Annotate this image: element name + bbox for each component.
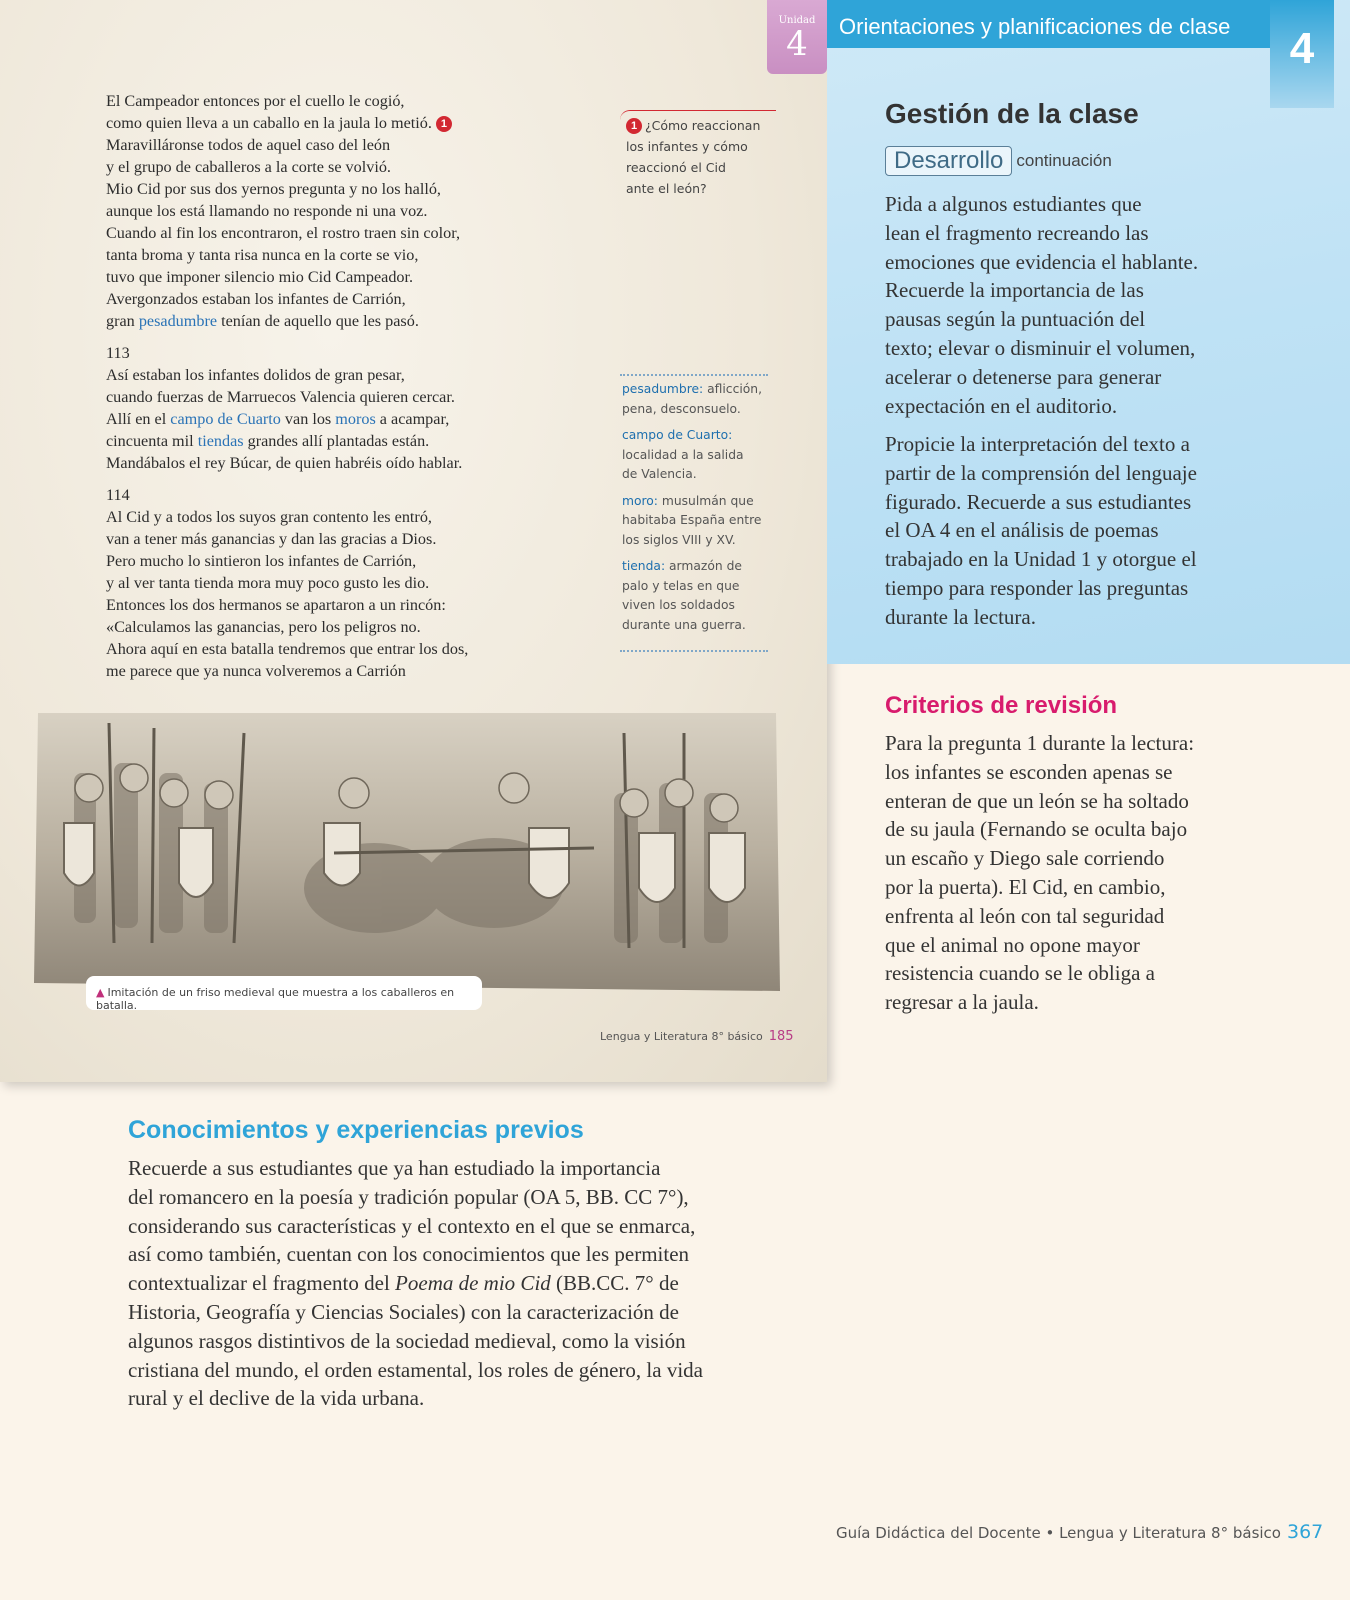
criterios-heading: Criterios de revisión [885,692,1118,719]
triangle-up-icon: ▲ [96,986,105,999]
criterios-paragraph: Para la pregunta 1 durante la lectura: los infantes se esconden apenas se enteran de que un león se ha soltado de su jaula (Fernando se oculta bajo un escaño y Diego sale corriendo por la puerta). El Cid, en cambio, enfrenta al león con tal seguridad que el animal no opone mayor resistencia cuando se le obliga a regresar a la jaula. [885,731,1195,1015]
section-number: 4 [1270,0,1334,108]
student-page-footer: Lengua y Literatura 8° básico 185 [600,1029,794,1044]
phase-label [885,146,1245,176]
question-line: reaccionó el Cid [626,160,726,175]
poem-line: tuvo que imponer silencio mio Cid Campeador. [106,268,414,286]
poem-line: y el grupo de caballeros a la corte se volvió. [106,158,391,176]
glossary-entry: pesadumbre: aflicción, pena, desconsuelo. [622,382,762,416]
phase-note: continuación [1016,151,1112,170]
poem-line: cincuenta mil tiendas grandes allí plantadas están. [106,432,430,450]
gestion-heading: Gestión de la clase [885,98,1139,129]
poem-line: como quien lleva a un caballo en la jaula lo metió. 1 [106,112,536,134]
guide-page-number: 367 [1286,1521,1324,1543]
phase-box: Desarrollo [885,146,1012,176]
unit-number: 4 [786,24,808,64]
glossary-term: moro: [622,493,658,508]
question-marker-icon: 1 [436,116,452,132]
poem-line: me parece que ya nunca volveremos a Carrión [106,662,406,680]
poem-line: gran pesadumbre tenían de aquello que les pasó. [106,312,419,330]
question-line: ¿Cómo reaccionan [645,118,761,133]
question-number-icon: 1 [626,118,642,134]
glossary-entry: tienda: armazón de palo y telas en que viven los soldados durante una guerra. [622,559,746,632]
gestion-paragraph-2: Propicie la interpretación del texto a partir de la comprensión del lenguaje figurado. Recuerde a sus estudiantes el OA 4 en el análisis de poemas trabajado en la Unidad 1 y otorgue el tiempo para responder las preguntas durante la lectura. [885,432,1197,629]
poem-line: Allí en el campo de Cuarto van los moros a acampar, [106,410,450,428]
glossary-term: pesadumbre: [622,382,704,396]
poem-line: Cuando al fin los encontraron, el rostro traen sin color, [106,224,461,242]
medieval-frieze-image [34,713,780,991]
poem-title: Poema de mio Cid [395,1271,551,1296]
poem-line: Maravilláronse todos de aquel caso del león [106,136,391,154]
poem-line: El Campeador entonces por el cuello le cogió, [106,92,405,110]
poem-line: Avergonzados estaban los infantes de Carrión, [106,290,406,308]
stanza-113 [106,342,536,474]
image-caption: ▲ Imitación de un friso medieval que muestra a los caballeros en batalla. [86,976,482,1010]
student-page [0,0,827,1082]
gestion-paragraph-1: Pida a algunos estudiantes que lean el fragmento recreando las emociones que evidencia el hablante. Recuerde la importancia de las pausas según la puntuación del texto; elevar o disminuir el volumen, acelerar o detenerse para generar expectación en el auditorio. [885,192,1199,418]
guide-footer: Guía Didáctica del Docente • Lengua y Literatura 8° básico 367 [836,1521,1324,1543]
glossary-term: tienda: [622,559,666,573]
question-line: ante el león? [626,181,707,196]
section-header: Orientaciones y planificaciones de clase [827,0,1270,48]
glossary [620,374,768,652]
poem-line: Mio Cid por sus dos yernos pregunta y no los halló, [106,180,441,198]
poem-line: Entonces los dos hermanos se apartaron a un rincón: [106,596,446,614]
poem-line: Pero mucho lo sintieron los infantes de Carrión, [106,552,417,570]
poem-line: cuando fuerzas de Marruecos Valencia quieren cercar. [106,388,455,406]
poem-line: y al ver tanta tienda mora muy poco gusto les dio. [106,574,430,592]
conocimientos-paragraph: Recuerde a sus estudiantes que ya han estudiado la importancia del romancero en la poesía y tradición popular (OA 5, BB. CC 7°), considerando sus características y el contexto en el que se enmarca, así como también, cuentan con los conocimientos que les permiten contextualizar el fragmento del Poema de mio Cid (BB.CC. 7° de Historia, Geografía y Ciencias Sociales) con la caracterización de algunos rasgos distintivos de la sociedad medieval, como la visión cristiana del mundo, el orden estamental, los roles de género, la vida rural y el declive de la vida urbana. [128,1156,703,1411]
poem-line: aunque los está llamando no responde ni una voz. [106,202,428,220]
poem-line: «Calculamos las ganancias, pero los peligros no. [106,618,421,636]
poem-line: Así estaban los infantes dolidos de gran pesar, [106,366,405,384]
poem-line: tanta broma y tanta risa nunca en la corte se vio, [106,246,419,264]
question-line: los infantes y cómo [626,139,748,154]
glossary-entry: campo de Cuarto: localidad a la salida de Valencia. [622,428,744,481]
glossary-word-campo-de-cuarto: campo de Cuarto [170,410,281,428]
conocimientos-heading: Conocimientos y experiencias previos [128,1116,584,1144]
poem-line: Mandábalos el rey Búcar, de quien habréis oído hablar. [106,454,463,472]
stanza-112 [106,90,536,332]
unit-tab [767,0,827,74]
stanza-114 [106,484,536,682]
unit-label: Unidad [778,15,816,26]
stanza-number: 114 [106,486,130,504]
glossary-entry: moro: musulmán que habitaba España entre los siglos VIII y XV. [622,493,762,547]
glossary-word-moros: moros [335,410,376,428]
poem-text [106,90,536,692]
poem-line: Ahora aquí en esta batalla tendremos que entrar los dos, [106,640,469,658]
reading-question [620,110,776,199]
glossary-word-tiendas: tiendas [197,432,244,450]
student-page-number: 185 [768,1029,794,1044]
glossary-term: campo de Cuarto: [622,428,733,442]
poem-line: van a tener más ganancias y dan las gracias a Dios. [106,530,437,548]
glossary-word-pesadumbre: pesadumbre [138,312,218,330]
poem-line: Al Cid y a todos los suyos gran contento les entró, [106,508,432,526]
stanza-number: 113 [106,344,130,362]
